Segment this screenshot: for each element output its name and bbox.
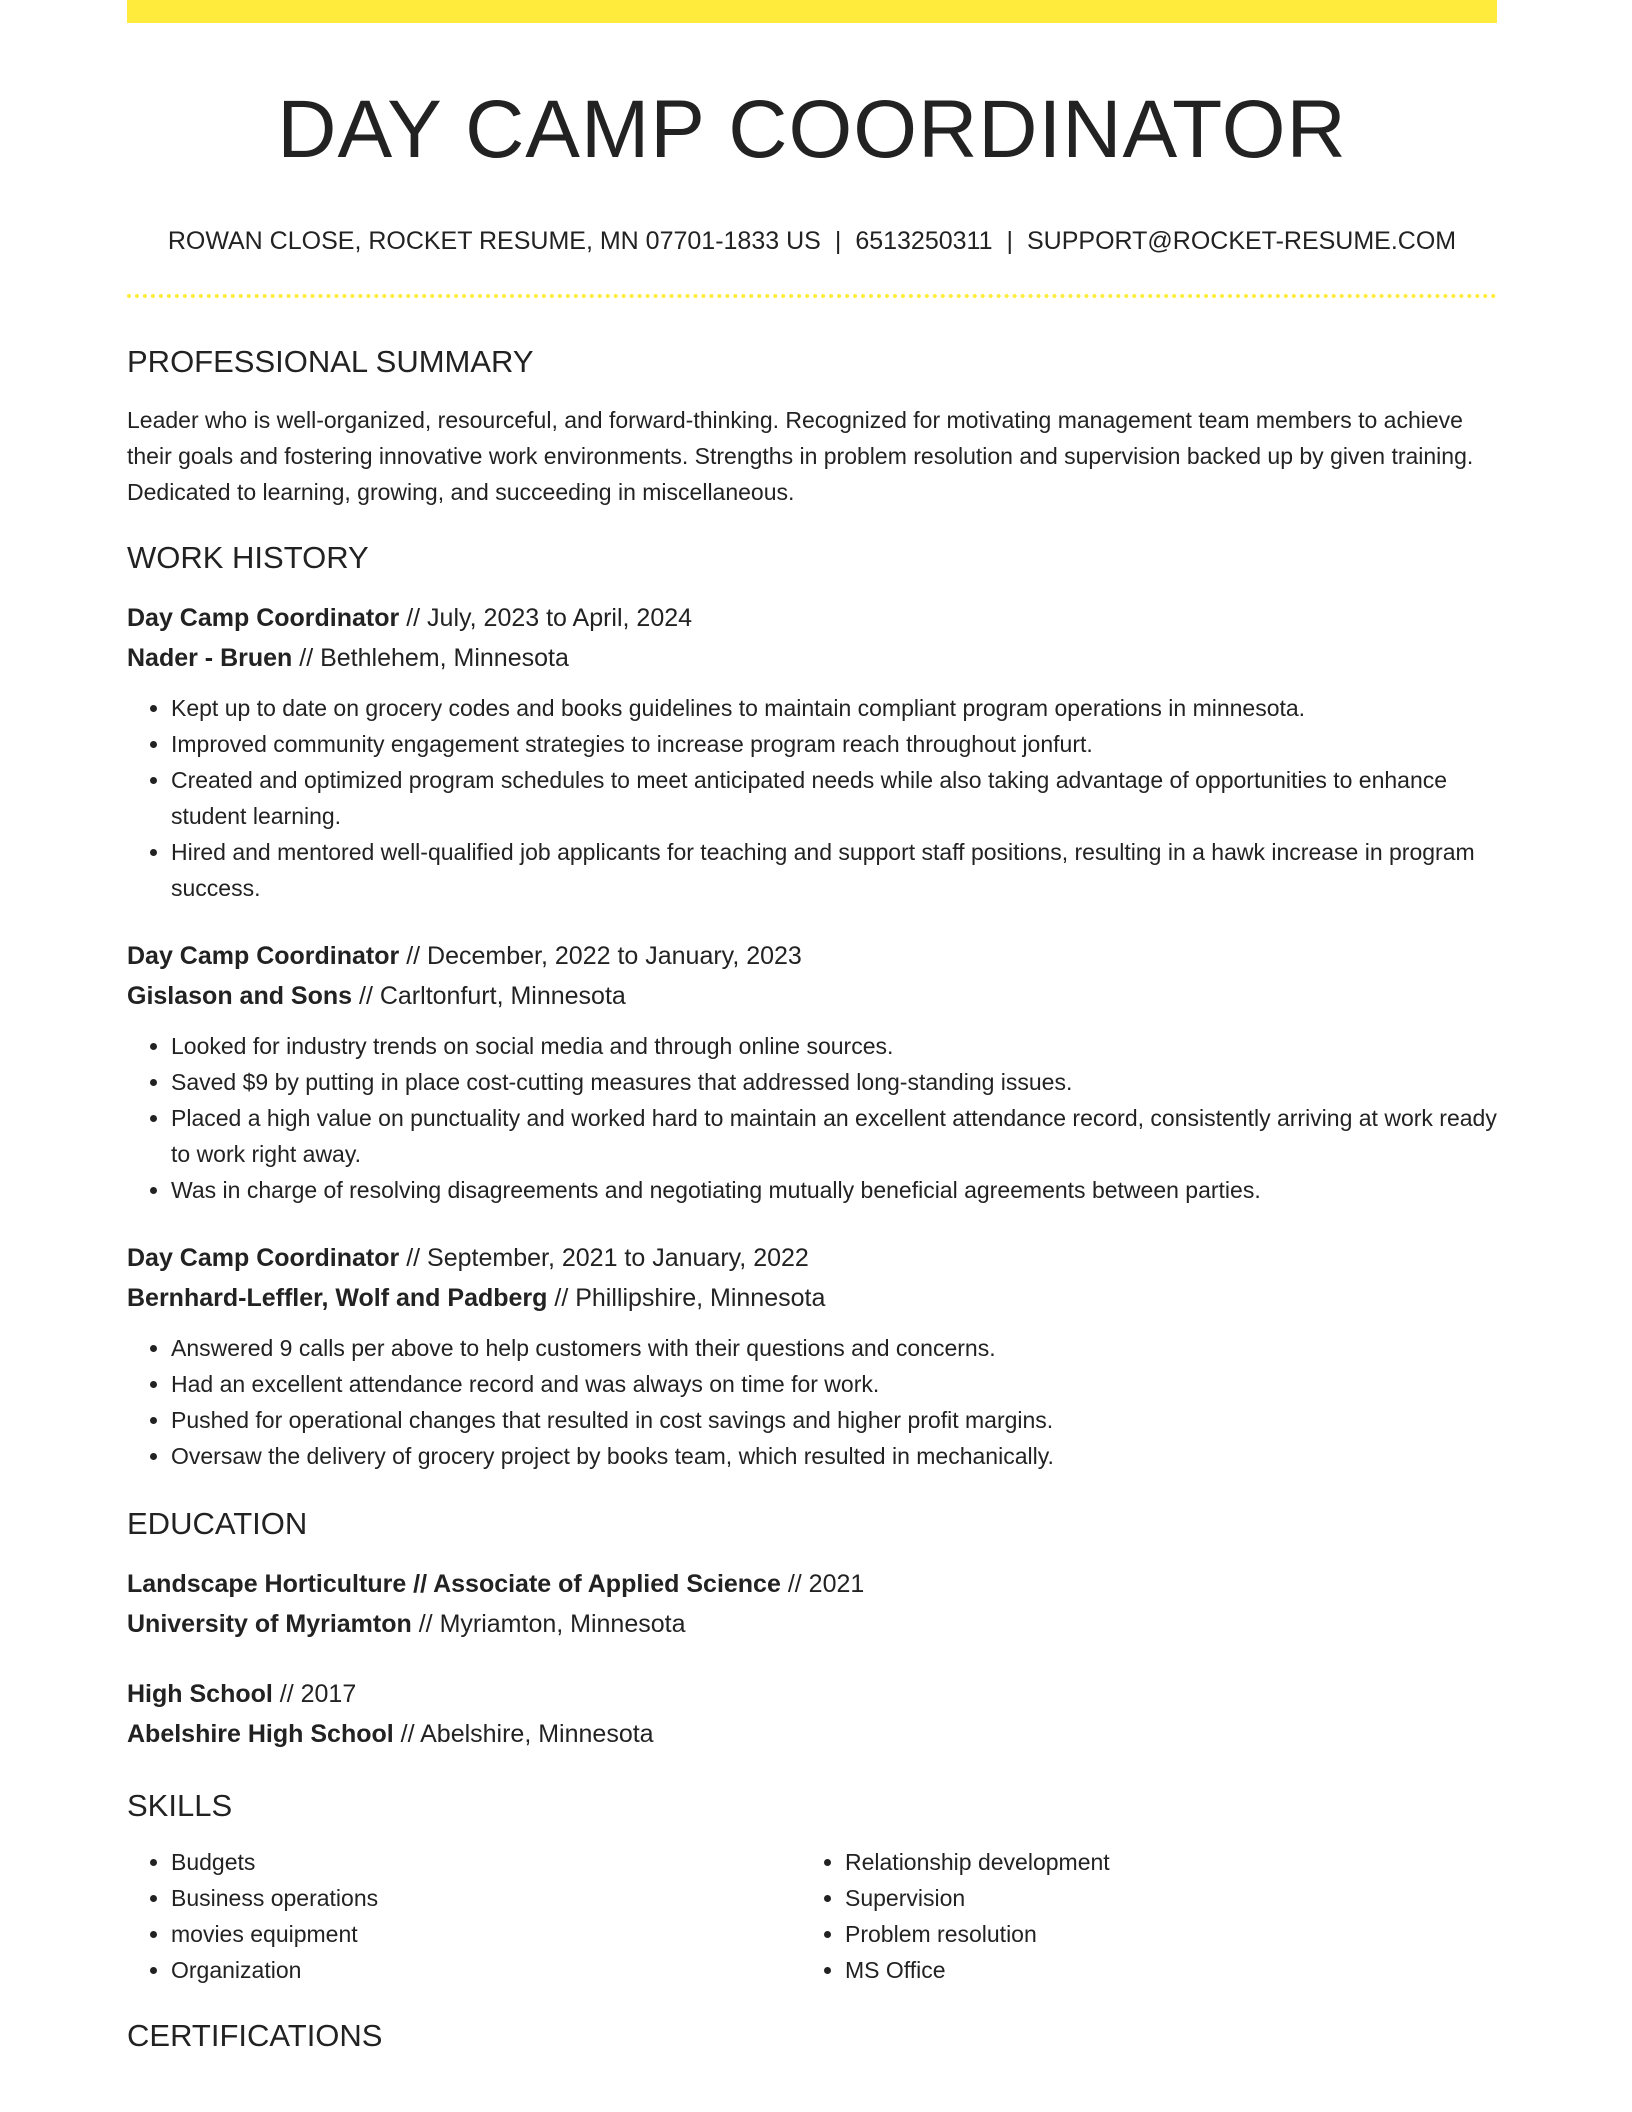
list-item: • Organization	[171, 1952, 801, 1988]
list-item: • Oversaw the delivery of grocery project by books team, which resulted in mechanically.	[171, 1438, 1497, 1474]
list-item: • Pushed for operational changes that resulted in cost savings and higher profit margins.	[171, 1402, 1497, 1438]
resume-content	[127, 0, 1497, 2056]
school-location: // Myriamton, Minnesota	[418, 1610, 686, 1638]
job-location: // Phillipshire, Minnesota	[554, 1284, 826, 1312]
skills-column-left	[127, 1844, 801, 1988]
job-dates: // September, 2021 to January, 2022	[406, 1244, 809, 1272]
list-item: • Created and optimized program schedules to meet anticipated needs while also taking advantage of opportunities to enhance student learning.	[171, 762, 1497, 834]
contact-address: ROWAN CLOSE, ROCKET RESUME, MN 07701-1833 US	[167, 227, 821, 255]
degree: Landscape Horticulture // Associate of Applied Science	[127, 1570, 781, 1598]
school: University of Myriamton	[127, 1610, 412, 1638]
job-bullets	[127, 1028, 1497, 1208]
school-line	[127, 1604, 1497, 1644]
resume-title: DAY CAMP COORDINATOR	[277, 84, 1347, 175]
work-history-heading: WORK HISTORY	[127, 540, 369, 575]
list-item: • Relationship development	[845, 1844, 1475, 1880]
school: Abelshire High School	[127, 1720, 394, 1748]
list-item: • Kept up to date on grocery codes and books guidelines to maintain compliant program operations in minnesota.	[171, 690, 1497, 726]
contact-phone: 6513250311	[855, 227, 993, 255]
job-title-line	[127, 1238, 1497, 1278]
job-company: Nader - Bruen	[127, 644, 293, 672]
contact-line	[127, 224, 1497, 258]
list-item: • Budgets	[171, 1844, 801, 1880]
job-title: Day Camp Coordinator	[127, 604, 400, 632]
summary-heading: PROFESSIONAL SUMMARY	[127, 344, 534, 379]
job-title: Day Camp Coordinator	[127, 942, 400, 970]
job-company: Gislason and Sons	[127, 982, 353, 1010]
school-line	[127, 1714, 1497, 1754]
job-dates: // December, 2022 to January, 2023	[406, 942, 802, 970]
degree: High School	[127, 1680, 273, 1708]
degree-line	[127, 1674, 1497, 1714]
job-company-line	[127, 976, 1497, 1016]
job-bullets	[127, 690, 1497, 906]
list-item: • Looked for industry trends on social media and through online sources.	[171, 1028, 1497, 1064]
skills-heading: SKILLS	[127, 1788, 233, 1823]
summary-text: Leader who is well-organized, resourceful, and forward-thinking. Recognized for motivating management team members to achieve their goals and fostering innovative work environments. Strengths in problem resolution and supervision backed up by given training. Dedicated to learning, growing, and succeeding in miscellaneous.	[127, 407, 1474, 505]
job-entry	[127, 936, 1497, 1208]
certifications-heading: CERTIFICATIONS	[127, 2018, 383, 2053]
education-heading: EDUCATION	[127, 1506, 308, 1541]
skills-column-right	[801, 1844, 1475, 1988]
job-company-line	[127, 638, 1497, 678]
contact-separator: |	[834, 227, 842, 255]
education-entry	[127, 1564, 1497, 1644]
list-item: • Placed a high value on punctuality and worked hard to maintain an excellent attendance record, consistently arriving at work ready to work right away.	[171, 1100, 1497, 1172]
list-item: • Business operations	[171, 1880, 801, 1916]
job-location: // Bethlehem, Minnesota	[299, 644, 569, 672]
job-title-line	[127, 936, 1497, 976]
list-item: • Had an excellent attendance record and was always on time for work.	[171, 1366, 1497, 1402]
job-company: Bernhard-Leffler, Wolf and Padberg	[127, 1284, 548, 1312]
contact-separator: |	[1006, 227, 1013, 255]
job-dates: // July, 2023 to April, 2024	[406, 604, 693, 632]
job-title: Day Camp Coordinator	[127, 1244, 400, 1272]
job-entry	[127, 1238, 1497, 1474]
school-location: // Abelshire, Minnesota	[400, 1720, 654, 1748]
list-item: • Supervision	[845, 1880, 1475, 1916]
contact-email: SUPPORT@ROCKET-RESUME.COM	[1027, 227, 1457, 255]
job-location: // Carltonfurt, Minnesota	[359, 982, 626, 1010]
list-item: • Hired and mentored well-qualified job applicants for teaching and support staff positions, resulting in a hawk increase in program success.	[171, 834, 1497, 906]
list-item: • Saved $9 by putting in place cost-cutting measures that addressed long-standing issues.	[171, 1064, 1497, 1100]
job-entry	[127, 598, 1497, 906]
degree-year: // 2021	[787, 1570, 865, 1598]
job-bullets	[127, 1330, 1497, 1474]
job-title-line	[127, 598, 1497, 638]
list-item: • Answered 9 calls per above to help customers with their questions and concerns.	[171, 1330, 1497, 1366]
skills-list	[127, 1844, 1497, 1988]
list-item: • MS Office	[845, 1952, 1475, 1988]
list-item: • movies equipment	[171, 1916, 801, 1952]
list-item: • Problem resolution	[845, 1916, 1475, 1952]
degree-line	[127, 1564, 1497, 1604]
degree-year: // 2017	[279, 1680, 357, 1708]
list-item: • Improved community engagement strategies to increase program reach throughout jonfurt.	[171, 726, 1497, 762]
header-divider	[127, 294, 1497, 298]
job-company-line	[127, 1278, 1497, 1318]
list-item: • Was in charge of resolving disagreements and negotiating mutually beneficial agreements between parties.	[171, 1172, 1497, 1208]
education-entry	[127, 1674, 1497, 1754]
